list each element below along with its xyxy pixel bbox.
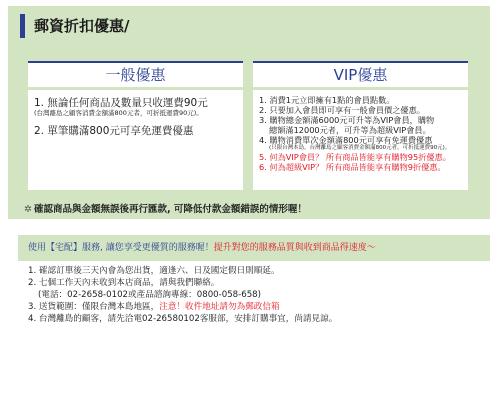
vip-item-4: 4. 購物消費單次金額滿800元可享有免運費優惠 xyxy=(259,135,433,145)
shipping-item-3-warning: 注意！收件地址請勿為郵政信箱 xyxy=(159,302,280,312)
payment-note-text: 確認商品與金額無誤後再行匯款, 可降低付款金額錯誤的情形喔！ xyxy=(33,204,307,215)
general-discount-body xyxy=(28,90,243,190)
shipping-item-1: 1. 確認訂單後三天內會為您出貨，適逢六、日及國定假日則順延。 xyxy=(28,266,280,276)
vip-item-3-cont: 總額滿12000元者，可升等為超級VIP會員。 xyxy=(269,125,431,135)
general-item-2: 2. 單筆購滿800元可享免運費優惠 xyxy=(34,125,194,137)
shipping-item-3 xyxy=(28,301,337,313)
shipping-heading-main: 使用【宅配】服務, 讓您享受更優質的服務喔！ xyxy=(28,243,214,253)
shipping-item-2-contact: (電話：02-2658-0102或產品諮詢專線：0800-058-658) xyxy=(38,290,261,300)
general-item-1: 1. 無論任何商品及數量只收運費90元 xyxy=(34,97,208,109)
vip-item-5: 5. 何為VIP會員？ 所有商品皆能享有購物95折優惠。 xyxy=(259,152,451,162)
vip-item-2: 2. 只要加入會員即可享有一般會員價之優惠。 xyxy=(259,105,425,115)
vip-item-4-note: (只限台灣本島，台灣離島之顧客消費金額滿800元者，可折抵運費90元)。 xyxy=(269,145,451,151)
general-discount-column xyxy=(28,61,243,190)
vip-discount-column xyxy=(253,61,468,190)
vip-item-1: 1. 消費1元立即擁有1點的會員點數。 xyxy=(259,95,395,105)
shipping-item-2: 2. 七個工作天內未收到本店商品，請與我們聯絡。 xyxy=(28,278,220,288)
page-title: 郵資折扣優惠/ xyxy=(34,17,130,35)
vip-item-6: 6. 何為超級VIP？ 所有商品皆能享有購物9折優惠。 xyxy=(259,162,446,172)
vip-discount-body xyxy=(253,90,468,190)
shipping-heading xyxy=(28,240,376,253)
payment-note xyxy=(24,201,307,215)
vip-discount-title: VIP優惠 xyxy=(253,61,468,87)
shipping-heading-highlight: 提升對您的服務品質與收到商品得速度～ xyxy=(213,243,376,253)
shipping-list xyxy=(28,265,337,325)
vip-item-3: 3. 購物總金額滿6000元可升等為VIP會員，購物 xyxy=(259,115,435,125)
shipping-item-4: 4. 台灣離島的顧客，請先洽電02-26580102客服部，安排訂購事宜，尚請見諒。 xyxy=(28,314,338,324)
general-discount-title: 一般優惠 xyxy=(28,61,243,87)
sparkle-icon: ✲ xyxy=(24,204,32,215)
header-accent-bar xyxy=(20,14,25,38)
general-item-1-note: (台灣離島之顧客消費金額滿800元者，可折抵運費90元)。 xyxy=(34,109,203,117)
shipping-item-3-text: 3. 送貨範圍：僅限台灣本島地區， xyxy=(28,302,160,312)
